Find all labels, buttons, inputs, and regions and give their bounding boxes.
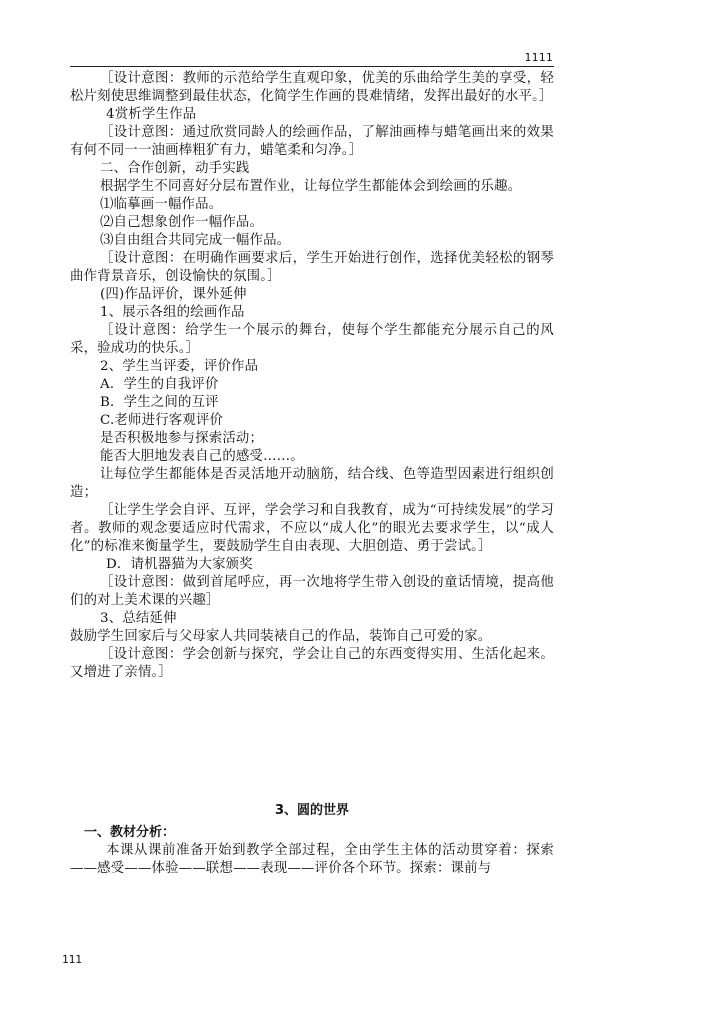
paragraph: ［让学生学会自评、互评，学会学习和自我教育，成为“可持续发展”的学习者。教师的观念要适应时代需求，不应以“成人化”的眼光去要求学生，以“成人化”的标准来衡量学生，要鼓励学生自由表现、大胆创造、勇于尝试。］ xyxy=(70,503,554,554)
paragraph: 4赏析学生作品 xyxy=(106,107,197,122)
paragraph: 3、总结延伸 xyxy=(100,611,177,626)
paragraph: 能否大胆地发表自己的感受……。 xyxy=(100,449,304,464)
section-subhead: 一、教材分析： xyxy=(84,825,176,840)
section-paragraph: 本课从课前准备开始到教学全部过程，全由学生主体的活动贯穿着：探索——感受——体验——联想——表现——评价各个环节。探索：课前与 xyxy=(70,843,554,876)
paragraph: C.老师进行客观评价 xyxy=(100,413,224,428)
paragraph: 鼓励学生回家后与父母家人共同装裱自己的作品，装饰自己可爱的家。 xyxy=(70,629,492,644)
paragraph: D．请机器猫为大家颁奖 xyxy=(106,557,253,572)
paragraph: ［设计意图：给学生一个展示的舞台，使每个学生都能充分展示自己的风采，验成功的快乐。］ xyxy=(70,323,554,356)
paragraph: ［设计意图：通过欣赏同龄人的绘画作品，了解油画棒与蜡笔画出来的效果有何不同一一油画棒粗犷有力，蜡笔柔和匀净。］ xyxy=(70,125,554,158)
paragraph: ［设计意图：在明确作画要求后，学生开始进行创作，选择优美轻松的钢琴曲作背景音乐，创设愉快的氛围。］ xyxy=(70,251,554,284)
paragraph: ⑶自由组合共同完成一幅作品。 xyxy=(100,233,291,248)
paragraph: ［设计意图：教师的示范给学生直观印象，优美的乐曲给学生美的享受，轻松片刻使思维调整到最佳状态，化简学生作画的畏难情绪，发挥出最好的水平。］ xyxy=(70,71,554,104)
paragraph: B．学生之间的互评 xyxy=(100,395,219,410)
paragraph: ［设计意图：学会创新与探究，学会让自己的东西变得实用、生活化起来。又增进了亲情。］ xyxy=(70,647,554,680)
paragraph: 1、展示各组的绘画作品 xyxy=(100,305,245,320)
page-gap xyxy=(70,682,554,802)
paragraph: ⑵自己想象创作一幅作品。 xyxy=(100,215,264,230)
paragraph: 二、合作创新，动手实践 xyxy=(100,161,250,176)
header-rule xyxy=(70,66,554,67)
paragraph: 让每位学生都能体是否灵活地开动脑筋，结合线、色等造型因素进行组织创造； xyxy=(70,467,554,500)
paragraph: ［设计意图：做到首尾呼应，再一次地将学生带入创设的童话情境，提高他们的对上美术课的兴趣］ xyxy=(70,575,554,608)
paragraph: A．学生的自我评价 xyxy=(100,377,219,392)
paragraph: ⑴临摹画一幅作品。 xyxy=(100,197,223,212)
body-text xyxy=(70,70,554,878)
paragraph: 根据学生不同喜好分层布置作业，让每位学生都能体会到绘画的乐趣。 xyxy=(100,179,522,194)
header-page-number: 1111 xyxy=(524,51,553,64)
paragraph-list xyxy=(70,70,554,682)
paragraph: 2、学生当评委，评价作品 xyxy=(100,359,259,374)
paragraph: 是否积极地参与探索活动； xyxy=(100,431,264,446)
footer-page-number: 111 xyxy=(62,953,82,966)
section-title: 3、圆的世界 xyxy=(274,803,350,818)
paragraph: (四)作品评价，课外延伸 xyxy=(100,287,247,302)
